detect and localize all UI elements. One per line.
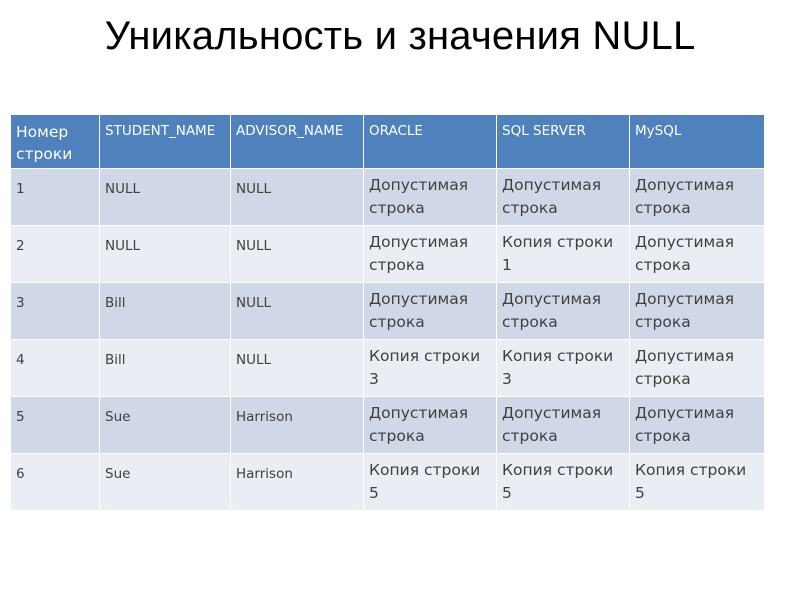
cell-row-number: 3 xyxy=(11,283,100,340)
cell-advisor-name: Harrison xyxy=(231,454,364,511)
cell-row-number: 5 xyxy=(11,397,100,454)
cell-mysql: Допустимая строка xyxy=(630,226,765,283)
cell-sql-server: Допустимая строка xyxy=(497,283,630,340)
cell-advisor-name: Harrison xyxy=(231,397,364,454)
cell-oracle: Копия строки 5 xyxy=(364,454,497,511)
cell-advisor-name: NULL xyxy=(231,340,364,397)
cell-oracle: Допустимая строка xyxy=(364,169,497,226)
cell-advisor-name: NULL xyxy=(231,226,364,283)
cell-advisor-name: NULL xyxy=(231,169,364,226)
cell-sql-server: Копия строки 5 xyxy=(497,454,630,511)
slide-title: Уникальность и значения NULL xyxy=(104,14,696,58)
cell-student-name: Sue xyxy=(100,454,231,511)
table-row xyxy=(11,340,765,397)
table-row xyxy=(11,226,765,283)
cell-row-number: 4 xyxy=(11,340,100,397)
cell-student-name: Bill xyxy=(100,283,231,340)
cell-oracle: Допустимая строка xyxy=(364,226,497,283)
cell-mysql: Копия строки 5 xyxy=(630,454,765,511)
cell-sql-server: Допустимая строка xyxy=(497,169,630,226)
cell-oracle: Допустимая строка xyxy=(364,283,497,340)
header-sql-server: SQL SERVER xyxy=(497,115,630,169)
cell-student-name: NULL xyxy=(100,169,231,226)
table-row xyxy=(11,397,765,454)
cell-advisor-name: NULL xyxy=(231,283,364,340)
cell-oracle: Копия строки 3 xyxy=(364,340,497,397)
table-row xyxy=(11,283,765,340)
cell-oracle: Допустимая строка xyxy=(364,397,497,454)
cell-row-number: 2 xyxy=(11,226,100,283)
table-row xyxy=(11,454,765,511)
comparison-table xyxy=(10,114,765,511)
cell-mysql: Допустимая строка xyxy=(630,397,765,454)
cell-sql-server: Копия строки 1 xyxy=(497,226,630,283)
cell-sql-server: Допустимая строка xyxy=(497,397,630,454)
cell-row-number: 1 xyxy=(11,169,100,226)
table-header-row xyxy=(11,115,765,169)
header-advisor-name: ADVISOR_NAME xyxy=(231,115,364,169)
cell-student-name: Bill xyxy=(100,340,231,397)
cell-sql-server: Копия строки 3 xyxy=(497,340,630,397)
table-row xyxy=(11,169,765,226)
header-oracle: ORACLE xyxy=(364,115,497,169)
cell-student-name: Sue xyxy=(100,397,231,454)
header-mysql: MySQL xyxy=(630,115,765,169)
cell-student-name: NULL xyxy=(100,226,231,283)
header-student-name: STUDENT_NAME xyxy=(100,115,231,169)
cell-row-number: 6 xyxy=(11,454,100,511)
cell-mysql: Допустимая строка xyxy=(630,283,765,340)
cell-mysql: Допустимая строка xyxy=(630,169,765,226)
header-row-number: Номер строки xyxy=(11,115,100,169)
cell-mysql: Допустимая строка xyxy=(630,340,765,397)
